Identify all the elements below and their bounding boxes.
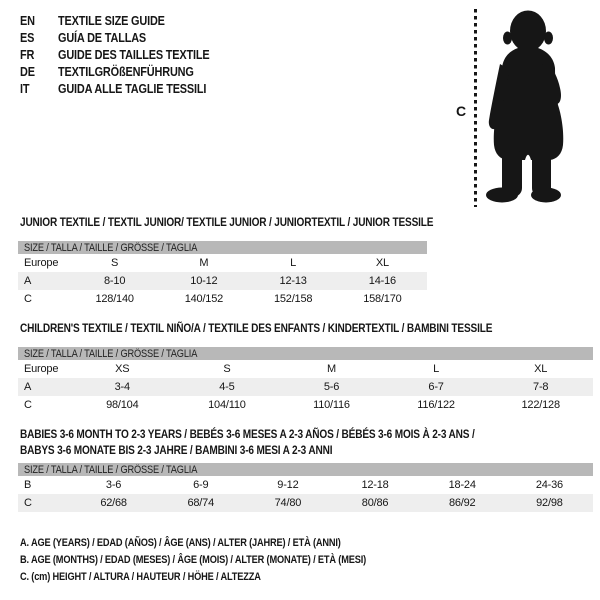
children-table-title: CHILDREN'S TEXTILE / TEXTIL NIÑO/A / TEXTILE DES ENFANTS / KINDERTEXTIL / BAMBINI TESSILE [20, 321, 493, 335]
size-col-header: L [433, 363, 440, 375]
table-cell: 12-18 [361, 479, 389, 491]
measure-row-label: A [24, 381, 32, 393]
table-cell: 128/140 [95, 293, 134, 305]
junior-table-title: JUNIOR TEXTILE / TEXTIL JUNIOR/ TEXTILE JUNIOR / JUNIORTEXTIL / JUNIOR TESSILE [20, 215, 434, 229]
table-cell: 62/68 [100, 497, 127, 509]
language-code: ES [20, 30, 35, 45]
language-row-de [20, 63, 238, 80]
size-header-bar [18, 241, 427, 254]
table-cell: 6-7 [428, 381, 444, 393]
measure-row-label: C [24, 497, 32, 509]
table-cell: 10-12 [190, 275, 218, 287]
junior-textile-table [18, 241, 427, 308]
size-header-bar [18, 463, 593, 476]
language-code: IT [20, 81, 30, 96]
language-row-it [20, 80, 238, 97]
table-cell: 8-10 [104, 275, 126, 287]
size-header-label: SIZE / TALLA / TAILLE / GRÖSSE / TAGLIA [24, 347, 198, 360]
size-region-label: Europe [24, 363, 59, 375]
table-row [18, 396, 593, 414]
measure-row-label: C [24, 293, 32, 305]
size-col-header: M [327, 363, 336, 375]
size-col-header: M [199, 257, 209, 269]
footnote-b: B. AGE (MONTHS) / EDAD (MESES) / ÂGE (MOIS) / ALTER (MONATE) / ETÀ (MESI) [20, 554, 367, 566]
table-row [18, 476, 593, 494]
size-col-header: S [223, 363, 231, 375]
babies-table-title-line1: BABIES 3-6 MONTH TO 2-3 YEARS / BEBÉS 3-6 MESES A 2-3 AÑOS / BÉBÉS 3-6 MOIS À 2-3 ANS / [20, 427, 475, 441]
table-cell: 152/158 [273, 293, 313, 305]
table-cell: 158/170 [363, 293, 402, 305]
measure-row-label: C [24, 399, 32, 411]
language-code: EN [20, 13, 35, 28]
size-col-header: S [111, 257, 119, 269]
table-cell: 68/74 [187, 497, 214, 509]
table-cell: 6-9 [193, 479, 209, 491]
table-row [18, 378, 593, 396]
children-textile-table [18, 347, 593, 414]
measure-row-label: B [24, 479, 32, 491]
height-label-c: C [456, 103, 467, 119]
table-row [18, 360, 593, 378]
table-cell: 3-4 [114, 381, 130, 393]
size-header-label: SIZE / TALLA / TAILLE / GRÖSSE / TAGLIA [24, 241, 198, 254]
height-measure-dashed-line [474, 9, 477, 207]
language-row-fr [20, 46, 238, 63]
language-row-es [20, 29, 238, 46]
table-cell: 110/116 [313, 399, 350, 411]
language-title: TEXTILGRÖßENFÜHRUNG [58, 64, 194, 79]
table-row [18, 272, 427, 290]
language-title: GUIDA ALLE TAGLIE TESSILI [58, 81, 207, 96]
size-region-label: Europe [24, 257, 59, 269]
table-row [18, 290, 427, 308]
table-cell: 3-6 [105, 479, 122, 491]
table-row [18, 494, 593, 512]
language-title: GUÍA DE TALLAS [58, 30, 147, 45]
babies-table-title-line2: BABYS 3-6 MONATE BIS 2-3 JAHRE / BAMBINI 3-6 MESI A 2-3 ANNI [20, 443, 333, 457]
language-title: TEXTILE SIZE GUIDE [58, 13, 165, 28]
table-cell: 14-16 [368, 275, 396, 287]
table-row [18, 254, 427, 272]
table-cell: 9-12 [277, 479, 299, 491]
size-col-header: XL [375, 257, 389, 269]
language-row-en [20, 12, 238, 29]
table-cell: 7-8 [533, 381, 549, 393]
table-cell: 86/92 [448, 497, 476, 509]
table-cell: 4-5 [219, 381, 235, 393]
language-code: DE [20, 64, 35, 79]
language-list [20, 12, 238, 97]
table-cell: 24-36 [535, 479, 563, 491]
language-title: GUIDE DES TAILLES TEXTILE [58, 47, 210, 62]
size-col-header: XL [534, 363, 548, 375]
measure-row-label: A [24, 275, 32, 287]
table-cell: 5-6 [323, 381, 340, 393]
babies-textile-table [18, 463, 593, 512]
table-cell: 92/98 [536, 497, 563, 509]
table-cell: 140/152 [184, 293, 224, 305]
table-cell: 122/128 [521, 399, 560, 411]
footnote-c: C. (cm) HEIGHT / ALTURA / HAUTEUR / HÖHE / ALTEZZA [20, 571, 261, 583]
footnote-a: A. AGE (YEARS) / EDAD (AÑOS) / ÂGE (ANS) / ALTER (JAHRE) / ETÀ (ANNI) [20, 537, 341, 549]
table-cell: 98/104 [106, 399, 139, 411]
size-header-bar [18, 347, 593, 360]
table-cell: 12-13 [279, 275, 307, 287]
table-cell: 18-24 [448, 479, 476, 491]
size-col-header: L [290, 257, 297, 269]
table-cell: 74/80 [274, 497, 302, 509]
table-cell: 116/122 [417, 399, 455, 411]
language-code: FR [20, 47, 35, 62]
size-header-label: SIZE / TALLA / TAILLE / GRÖSSE / TAGLIA [24, 463, 198, 476]
table-cell: 80/86 [361, 497, 389, 509]
table-cell: 104/110 [208, 399, 246, 411]
toddler-silhouette-icon [486, 6, 592, 206]
size-col-header: XS [115, 363, 130, 375]
